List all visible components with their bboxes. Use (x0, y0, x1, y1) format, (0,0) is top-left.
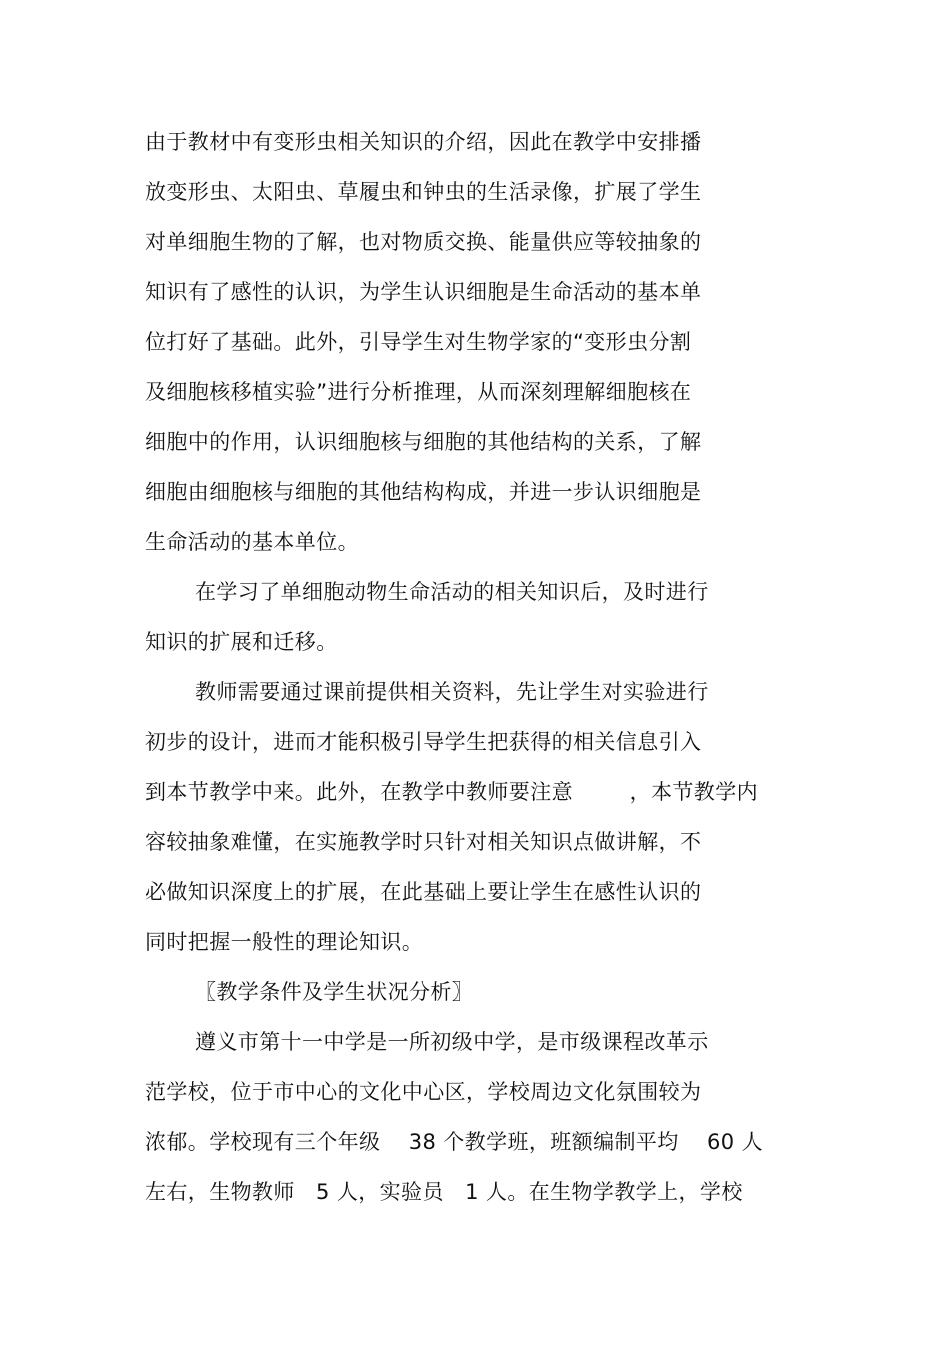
text-line: 生命活动的基本单位。 (145, 530, 359, 554)
text-line: 位打好了基础。此外，引导学生对生物学家的“变形虫分割 (145, 330, 692, 354)
text-line: 知识有了感性的认识，为学生认识细胞是生命活动的基本单 (145, 280, 702, 304)
text-line: 教师需要通过课前提供相关资料，先让学生对实验进行 (195, 680, 709, 704)
text-line: 在学习了单细胞动物生命活动的相关知识后，及时进行 (195, 580, 709, 604)
text-line: 对单细胞生物的了解，也对物质交换、能量供应等较抽象的 (145, 230, 702, 254)
text-line: 初步的设计，进而才能积极引导学生把获得的相关信息引入 (145, 730, 702, 754)
text-line: 容较抽象难懂，在实施教学时只针对相关知识点做讲解，不 (145, 830, 702, 854)
text-line: 到本节教学中来。此外，在教学中教师要注意 ，本节教学内 (145, 780, 758, 804)
text-line: 左右，生物教师 5 人，实验员 1 人。在生物学教学上，学校 (145, 1180, 743, 1204)
text-line: 范学校，位于市中心的文化中心区，学校周边文化氛围较为 (145, 1080, 702, 1104)
text-line: 由于教材中有变形虫相关知识的介绍，因此在教学中安排播 (145, 130, 702, 154)
section-heading: 〖教学条件及学生状况分析〗 (195, 980, 474, 1004)
text-line: 细胞由细胞核与细胞的其他结构构成，并进一步认识细胞是 (145, 480, 702, 504)
text-line: 细胞中的作用，认识细胞核与细胞的其他结构的关系，了解 (145, 430, 702, 454)
text-line: 及细胞核移植实验”进行分析推理，从而深刻理解细胞核在 (145, 380, 692, 404)
text-line: 知识的扩展和迁移。 (145, 630, 338, 654)
text-line: 浓郁。学校现有三个年级 38 个教学班，班额编制平均 60 人 (145, 1130, 763, 1154)
text-line: 遵义市第十一中学是一所初级中学，是市级课程改革示 (195, 1030, 709, 1054)
text-line: 放变形虫、太阳虫、草履虫和钟虫的生活录像，扩展了学生 (145, 180, 702, 204)
text-line: 必做知识深度上的扩展，在此基础上要让学生在感性认识的 (145, 880, 702, 904)
text-line: 同时把握一般性的理论知识。 (145, 930, 424, 954)
